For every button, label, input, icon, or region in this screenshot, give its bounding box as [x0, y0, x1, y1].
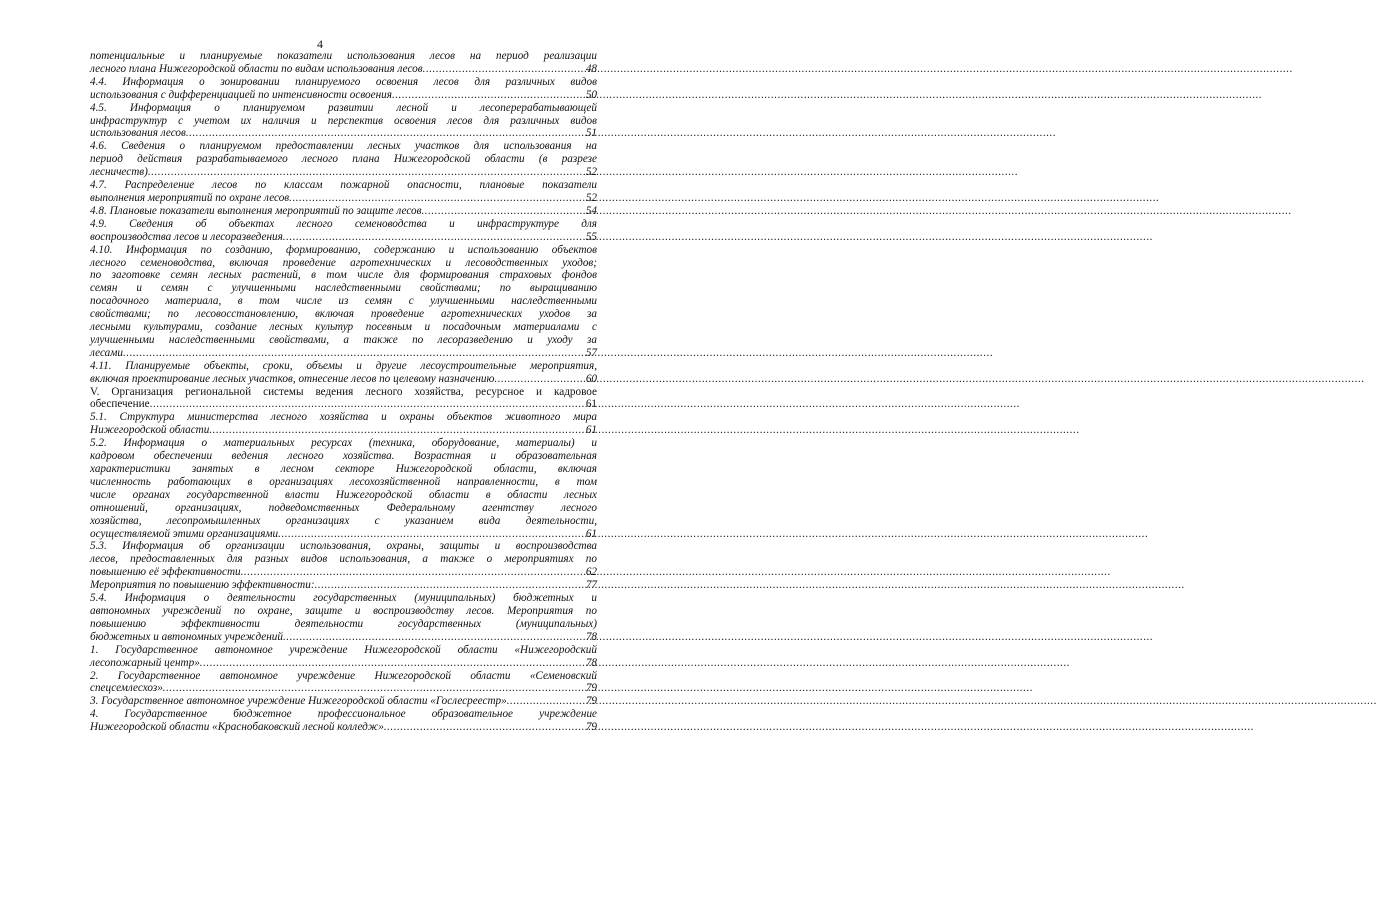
table-of-contents [90, 50, 597, 734]
toc-entry-text-line: 5.4. Информация о деятельности государственных (муниципальных) бюджетных и [90, 592, 597, 605]
toc-entry-text-line: 4.5. Информация о планируемом развитии лесной и лесоперерабатывающей [90, 101, 597, 114]
toc-entry-text-line: 4.9. Сведения об объектах лесного семеноводства и инфраструктуре для [90, 217, 597, 230]
toc-entry[interactable] [90, 360, 597, 386]
dot-leader [200, 657, 586, 670]
toc-entry-text-line: инфраструктур с учетом их наличия и перспектив освоения лесов для различных видов [90, 114, 597, 127]
toc-entry-title: воспроизводства лесов и лесоразведения [90, 230, 283, 243]
dot-leader [123, 347, 586, 360]
toc-entry-last-line [90, 166, 597, 179]
dot-leader [283, 231, 586, 244]
dot-leader [150, 398, 586, 411]
dot-leader [163, 682, 586, 695]
toc-entry-text-line: числе органах государственной власти Нижегородской области в области лесных [90, 488, 597, 501]
toc-entry-text-line: 2. Государственное автономное учреждение Нижегородской области «Семеновский [90, 669, 597, 682]
toc-entry-text-line: 4.7. Распределение лесов по классам пожарной опасности, плановые показатели [90, 179, 597, 192]
toc-entry-last-line [90, 631, 597, 644]
toc-entry[interactable] [90, 205, 597, 218]
dot-leader [209, 424, 585, 437]
toc-page-number: 79 [585, 695, 597, 708]
toc-entry[interactable] [90, 102, 597, 141]
toc-entry-text-line: потенциальные и планируемые показатели использования лесов на период реализации [90, 50, 597, 62]
toc-entry-text-line: посадочного материала, в том числе из семян с улучшенными наследственными [90, 295, 597, 308]
dot-leader [315, 579, 586, 592]
toc-entry-title: выполнения мероприятий по охране лесов [90, 191, 290, 204]
toc-page-number: 61 [585, 398, 597, 411]
toc-entry-title: использования с дифференциацией по интенсивности освоения [90, 88, 392, 101]
toc-page-number: 52 [585, 191, 597, 204]
toc-entry-last-line [90, 192, 597, 205]
toc-entry-last-line [90, 63, 597, 76]
dot-leader [186, 127, 586, 140]
toc-page-number: 79 [585, 682, 597, 695]
toc-page-number: 61 [585, 424, 597, 437]
dot-leader [421, 205, 585, 218]
toc-entry-title: 3. Государственное автономное учреждение Нижегородской области «Гослесреестр» [90, 695, 507, 708]
toc-entry-title: повышению её эффективности [90, 566, 241, 579]
dot-leader [278, 528, 586, 541]
toc-entry[interactable] [90, 411, 597, 437]
toc-entry-title: Нижегородской области [90, 424, 210, 437]
toc-entry-title: бюджетных и автономных учреждений [90, 630, 283, 643]
toc-entry[interactable] [90, 670, 597, 696]
toc-entry-text-line: автономных учреждений по охране, защите и воспроизводству лесов. Мероприятия по [90, 604, 597, 617]
toc-entry-title: лесничеств) [90, 166, 148, 179]
toc-entry-text-line: повышению эффективности деятельности государственных (муниципальных) [90, 617, 597, 630]
toc-entry-text-line: лесными культурами, создание лесных культур посевным и посадочным материалами с [90, 321, 597, 334]
toc-entry[interactable] [90, 218, 597, 244]
dot-leader [384, 721, 586, 734]
toc-entry-text-line: численность работающих в организациях лесохозяйственной направленности, в том [90, 475, 597, 488]
toc-entry-text-line: V. Организация региональной системы ведения лесного хозяйства, ресурсное и кадровое [90, 385, 597, 398]
toc-entry-last-line [90, 398, 597, 411]
toc-page-number: 50 [585, 88, 597, 101]
toc-entry-text-line: характеристики занятых в лесном секторе Нижегородской области, включая [90, 463, 597, 475]
toc-entry[interactable] [90, 386, 597, 412]
toc-entry-last-line [90, 127, 597, 140]
toc-page-number: 55 [585, 230, 597, 243]
dot-leader [392, 89, 586, 102]
toc-page-number: 51 [585, 127, 597, 140]
toc-entry-text-line: период действия разрабатываемого лесного плана Нижегородской области (в разрезе [90, 153, 597, 166]
dot-leader [494, 373, 585, 386]
toc-entry-last-line [90, 721, 597, 734]
toc-entry-text-line: 1. Государственное автономное учреждение Нижегородской области «Нижегородский [90, 643, 597, 656]
toc-entry-last-line [90, 89, 597, 102]
toc-page-number: 57 [585, 346, 597, 359]
toc-entry-last-line [90, 695, 597, 708]
toc-entry-title: использования лесов [90, 127, 186, 140]
toc-entry[interactable] [90, 695, 597, 708]
toc-entry-text-line: 5.2. Информация о материальных ресурсах (техника, оборудование, материалы) и [90, 437, 597, 450]
toc-entry[interactable] [90, 50, 597, 76]
toc-entry-title: Нижегородской области «Краснобаковский лесной колледж» [90, 721, 384, 734]
toc-entry-text-line: лесного семеноводства, включая проведение агротехнических и лесоводственных уходов; [90, 256, 597, 269]
toc-entry[interactable] [90, 708, 597, 734]
toc-entry-text-line: улучшенными наследственными свойствами, а также по лесоразведению и уходу за [90, 333, 597, 346]
toc-entry-last-line [90, 682, 597, 695]
toc-entry-title: лесами [90, 346, 123, 359]
toc-page-number: 78 [585, 630, 597, 643]
toc-entry-title: лесопожарный центр» [90, 656, 200, 669]
toc-entry[interactable] [90, 244, 597, 360]
toc-entry[interactable] [90, 579, 597, 592]
toc-entry[interactable] [90, 592, 597, 644]
toc-page-number: 60 [585, 372, 597, 385]
toc-entry-last-line [90, 657, 597, 670]
toc-entry-text-line: 5.3. Информация об организации использования, охраны, защиты и воспроизводства [90, 540, 597, 553]
toc-entry-text-line: кадровом обеспечении ведения лесного хозяйства. Возрастная и образовательная [90, 450, 597, 463]
toc-entry-last-line [90, 566, 597, 579]
dot-leader [507, 695, 586, 708]
toc-entry-last-line [90, 579, 597, 592]
toc-entry-last-line [90, 424, 597, 437]
toc-entry-text-line: по заготовке семян лесных растений, в том числе для формирования страховых фондов [90, 269, 597, 282]
toc-page-number: 77 [585, 579, 597, 592]
toc-entry[interactable] [90, 437, 597, 540]
toc-entry-text-line: 5.1. Структура министерства лесного хозяйства и охраны объектов животного мира [90, 411, 597, 424]
dot-leader [148, 166, 586, 179]
toc-page-number: 52 [585, 166, 597, 179]
toc-entry[interactable] [90, 140, 597, 179]
toc-entry[interactable] [90, 179, 597, 205]
dot-leader [241, 566, 586, 579]
toc-entry[interactable] [90, 644, 597, 670]
toc-entry-title: обеспечение [90, 398, 150, 411]
toc-entry-text-line: отношений, организациях, подведомственных Федеральному агентству лесного [90, 501, 597, 514]
toc-entry-last-line [90, 528, 597, 541]
toc-page-number: 61 [585, 527, 597, 540]
toc-entry-last-line [90, 373, 597, 386]
toc-entry-text-line: 4.6. Сведения о планируемом предоставлении лесных участков для использования на [90, 140, 597, 153]
toc-entry-text-line: семян и семян с улучшенными наследственными свойствами; по выращиванию [90, 282, 597, 295]
dot-leader [283, 631, 586, 644]
toc-entry-text-line: хозяйства, лесопромышленных организациях с указанием вида деятельности, [90, 514, 597, 527]
toc-entry-text-line: свойствами; по лесовосстановлению, включая проведение агротехнических уходов за [90, 308, 597, 321]
toc-entry-last-line [90, 205, 597, 218]
toc-entry-text-line: 4.11. Планируемые объекты, сроки, объемы и другие лесоустроительные мероприятия, [90, 359, 597, 372]
dot-leader [423, 63, 586, 76]
toc-page-number: 48 [585, 62, 597, 75]
toc-entry[interactable] [90, 540, 597, 579]
toc-page-number: 78 [585, 656, 597, 669]
page-number: 4 [317, 37, 323, 51]
toc-page-number: 62 [585, 566, 597, 579]
toc-entry-text-line: 4.10. Информация по созданию, формированию, содержанию и использованию объектов [90, 243, 597, 256]
toc-entry-title: осуществляемой этими организациями [90, 527, 279, 540]
toc-entry-last-line [90, 231, 597, 244]
dot-leader [289, 192, 586, 205]
toc-entry-title: Мероприятия по повышению эффективности: [90, 579, 315, 592]
toc-entry-title: 4.8. Плановые показатели выполнения мероприятий по защите лесов [90, 204, 422, 217]
toc-entry[interactable] [90, 76, 597, 102]
toc-page-number: 79 [585, 721, 597, 734]
toc-entry-title: лесного плана Нижегородской области по видам использования лесов [90, 62, 423, 75]
toc-entry-text-line: 4.4. Информация о зонировании планируемого освоения лесов для различных видов [90, 75, 597, 88]
toc-page-number: 54 [585, 204, 597, 217]
toc-entry-text-line: 4. Государственное бюджетное профессиональное образовательное учреждение [90, 708, 597, 721]
toc-entry-title: спецсемлесхоз» [90, 682, 163, 695]
toc-entry-last-line [90, 347, 597, 360]
toc-entry-text-line: лесов, предоставленных для разных видов использования, а также о мероприятиях по [90, 553, 597, 566]
toc-entry-title: включая проектирование лесных участков, отнесение лесов по целевому назначению [90, 372, 495, 385]
